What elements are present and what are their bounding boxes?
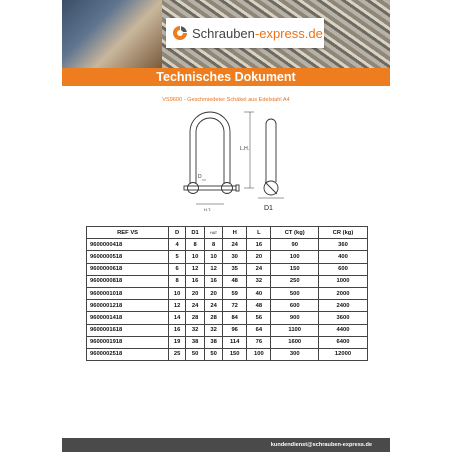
table-cell: 4400 <box>318 324 367 336</box>
table-row <box>87 300 368 312</box>
table-cell: 25 <box>169 348 186 360</box>
table-header-row <box>87 227 368 239</box>
brand-logo <box>166 18 324 48</box>
table-cell: 360 <box>318 239 367 251</box>
table-cell: 5 <box>169 251 186 263</box>
table-cell: 20 <box>247 251 271 263</box>
table-cell: 500 <box>271 287 319 299</box>
document-page <box>62 0 390 452</box>
table-cell: 30 <box>223 251 247 263</box>
dim-label-d1: D1 <box>264 205 273 212</box>
table-cell: 59 <box>223 287 247 299</box>
table-cell: 900 <box>271 312 319 324</box>
col-header: L <box>247 227 271 239</box>
col-header: CT (kg) <box>271 227 319 239</box>
table-cell: 12000 <box>318 348 367 360</box>
table-cell: 600 <box>271 300 319 312</box>
table-cell: 72 <box>223 300 247 312</box>
header-banner <box>62 0 390 68</box>
table-cell: 50 <box>186 348 205 360</box>
table-cell: 3600 <box>318 312 367 324</box>
table-cell: 35 <box>223 263 247 275</box>
table-row <box>87 336 368 348</box>
table-cell: 150 <box>223 348 247 360</box>
table-cell: 38 <box>186 336 205 348</box>
table-cell: 32 <box>205 324 223 336</box>
dim-label-ht: H.T. <box>204 207 212 212</box>
table-cell: 28 <box>186 312 205 324</box>
table-cell: 24 <box>186 300 205 312</box>
table-cell: 400 <box>318 251 367 263</box>
table-cell: 20 <box>186 287 205 299</box>
table-row <box>87 251 368 263</box>
table-cell: 9600001418 <box>87 312 169 324</box>
table-cell: 32 <box>247 275 271 287</box>
table-cell: 40 <box>247 287 271 299</box>
table-cell: 96 <box>223 324 247 336</box>
table-cell: 10 <box>205 251 223 263</box>
table-cell: 9600001218 <box>87 300 169 312</box>
table-cell: 9600001018 <box>87 287 169 299</box>
table-cell: 16 <box>169 324 186 336</box>
table-cell: 76 <box>247 336 271 348</box>
table-cell: 2000 <box>318 287 367 299</box>
table-cell: 48 <box>223 275 247 287</box>
spec-table <box>86 226 368 361</box>
table-cell: 10 <box>186 251 205 263</box>
table-cell: 9600000518 <box>87 251 169 263</box>
table-cell: 16 <box>205 275 223 287</box>
table-row <box>87 239 368 251</box>
col-header: H <box>223 227 247 239</box>
table-cell: 8 <box>205 239 223 251</box>
table-row <box>87 324 368 336</box>
table-cell: 1000 <box>318 275 367 287</box>
table-cell: 16 <box>247 239 271 251</box>
table-cell: 8 <box>186 239 205 251</box>
table-cell: 4 <box>169 239 186 251</box>
table-row <box>87 263 368 275</box>
table-cell: 56 <box>247 312 271 324</box>
footer-bar <box>62 438 390 452</box>
footer-email: kundendienst@schrauben-express.de <box>270 442 372 448</box>
col-header: D1 <box>186 227 205 239</box>
table-cell: 9600001618 <box>87 324 169 336</box>
table-cell: 20 <box>205 287 223 299</box>
table-row <box>87 275 368 287</box>
table-cell: 12 <box>186 263 205 275</box>
table-cell: 100 <box>271 251 319 263</box>
table-cell: 8 <box>169 275 186 287</box>
table-row <box>87 287 368 299</box>
table-cell: 250 <box>271 275 319 287</box>
table-cell: 9600002518 <box>87 348 169 360</box>
table-cell: 100 <box>247 348 271 360</box>
table-cell: 12 <box>205 263 223 275</box>
table-cell: 14 <box>169 312 186 324</box>
table-cell: 32 <box>186 324 205 336</box>
col-header: CR (kg) <box>318 227 367 239</box>
document-title: Technisches Dokument <box>156 70 296 84</box>
table-cell: 12 <box>169 300 186 312</box>
table-cell: 300 <box>271 348 319 360</box>
table-cell: 38 <box>205 336 223 348</box>
table-cell: 114 <box>223 336 247 348</box>
table-cell: 50 <box>205 348 223 360</box>
col-header: D <box>169 227 186 239</box>
shackle-drawing <box>154 110 304 220</box>
table-cell: 24 <box>247 263 271 275</box>
dim-label-lh: L.H. <box>240 146 250 152</box>
table-cell: 10 <box>169 287 186 299</box>
table-row <box>87 348 368 360</box>
table-row <box>87 312 368 324</box>
table-cell: 48 <box>247 300 271 312</box>
dim-label-d: D <box>198 174 202 180</box>
table-cell: 9600000418 <box>87 239 169 251</box>
brand-name: Schrauben-express.de <box>192 25 323 41</box>
table-cell: 9600001918 <box>87 336 169 348</box>
workshop-photo <box>62 0 162 68</box>
table-cell: 6400 <box>318 336 367 348</box>
table-cell: 2400 <box>318 300 367 312</box>
table-cell: 600 <box>318 263 367 275</box>
table-cell: 150 <box>271 263 319 275</box>
product-subtitle: VS9600 - Geschmiedeter Schäkel aus Edelstahl A4 <box>162 97 290 103</box>
table-cell: 6 <box>169 263 186 275</box>
table-cell: 24 <box>205 300 223 312</box>
table-cell: 84 <box>223 312 247 324</box>
title-band <box>62 68 390 86</box>
table-cell: 28 <box>205 312 223 324</box>
table-cell: 9600000618 <box>87 263 169 275</box>
table-cell: 1600 <box>271 336 319 348</box>
brand-mark-icon <box>172 25 188 41</box>
table-cell: 9600000818 <box>87 275 169 287</box>
table-cell: 90 <box>271 239 319 251</box>
table-cell: 16 <box>186 275 205 287</box>
table-cell: 19 <box>169 336 186 348</box>
col-header: HAT <box>205 227 223 239</box>
table-cell: 24 <box>223 239 247 251</box>
col-header: REF VS <box>87 227 169 239</box>
table-cell: 64 <box>247 324 271 336</box>
table-cell: 1100 <box>271 324 319 336</box>
